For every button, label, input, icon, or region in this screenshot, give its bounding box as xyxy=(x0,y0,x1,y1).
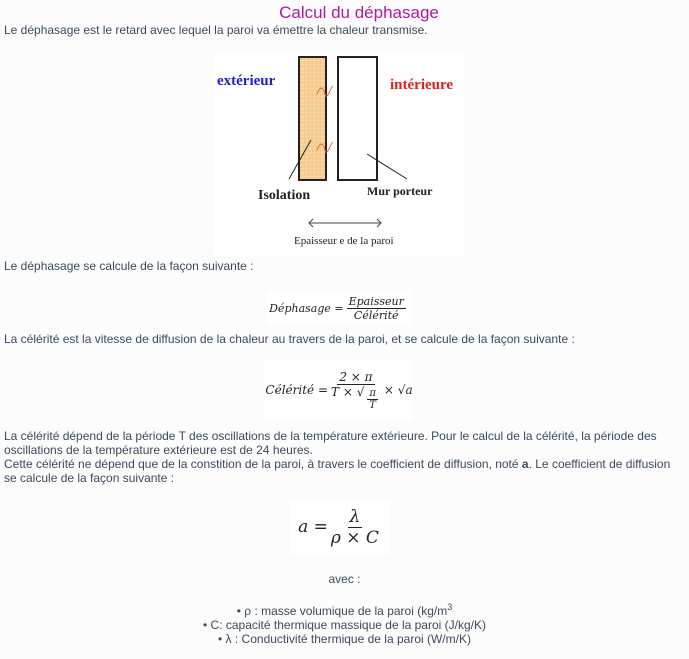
formula-num: Epaisseur xyxy=(348,294,404,308)
text-p3: La célérité est la vitesse de diffusion de la chaleur au travers de la paroi, et se calcule de la façon suivante : xyxy=(4,332,575,346)
variables-list xyxy=(0,600,689,646)
item-text: ρ : masse volumique de la paroi (kg/m xyxy=(244,604,448,618)
formula-pi: π xyxy=(369,387,376,399)
formula-lhs: a = xyxy=(298,517,328,537)
p5-bold: a xyxy=(521,457,529,471)
p5-text-end: . Le coefficient de diffusion se calcule de la façon suivante : xyxy=(4,457,671,485)
item-text: C: capacité thermique massique de la paroi (J/kg/K) xyxy=(210,618,486,632)
formula-den: Célérité xyxy=(353,308,399,322)
interior-label: intérieure xyxy=(390,77,454,93)
formula-lhs: Célérité = xyxy=(265,383,328,397)
formula-dephasage xyxy=(266,290,412,326)
item-text: λ : Conductivité thermique de la paroi (W/m/K) xyxy=(225,632,471,646)
wall-diagram xyxy=(214,52,463,255)
insulation-label: Isolation xyxy=(258,188,311,203)
formula-celerite: Célérité = 2 × π T × √ $\frac{\pi}{T}$ × √a xyxy=(265,360,413,420)
thickness-label: Epaisseur e de la paroi xyxy=(294,235,394,247)
formula-den: ρ × C xyxy=(330,527,379,548)
formula-t: T xyxy=(369,399,376,411)
intro-text: Le déphasage est le retard avec lequel la paroi va émettre la chaleur transmise. xyxy=(4,23,428,37)
formula-diffusion xyxy=(290,500,390,554)
formula-den: T × xyxy=(331,384,353,399)
page-title: Calcul du déphasage xyxy=(279,3,439,22)
wall-label: Mur porteur xyxy=(367,184,433,198)
list-item xyxy=(0,600,689,618)
exterior-label: extérieur xyxy=(217,73,276,89)
formula-num: 2 × π xyxy=(339,369,373,384)
formula-num: λ xyxy=(349,506,361,527)
text-p4: La célérité dépend de la période T des oscillations de la température extérieure. Pour le calcul de la célérité, la période des oscillations de la température extérieure est de 24 heures. xyxy=(4,429,657,457)
avec-text: avec : xyxy=(328,572,361,586)
formula-rhs: × √a xyxy=(383,383,413,397)
superscript: 3 xyxy=(447,602,453,612)
p5-text: Cette célérité ne dépend que de la constition de la paroi, à travers le coefficient de diffusion, noté xyxy=(4,457,522,471)
text-p2: Le déphasage se calcule de la façon suivante : xyxy=(4,259,254,273)
list-item xyxy=(0,632,689,646)
formula-lhs: Déphasage = xyxy=(269,301,344,315)
text-p5 xyxy=(4,457,679,485)
list-item xyxy=(0,618,689,632)
